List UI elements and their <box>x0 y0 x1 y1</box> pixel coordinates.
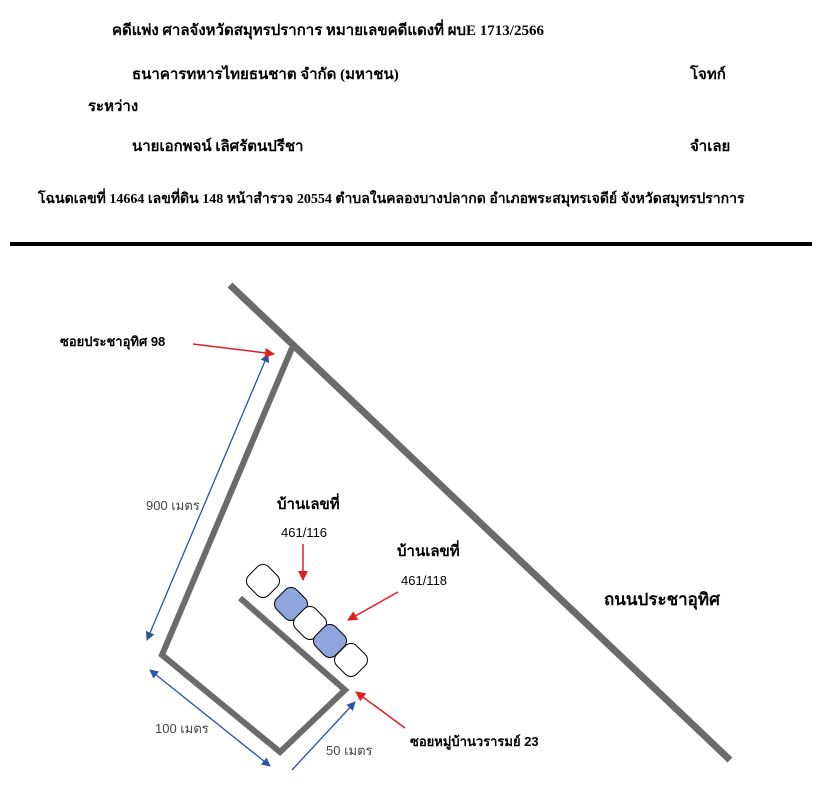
plaintiff-name: ธนาคารทหารไทยธนชาต จำกัด (มหาชน) <box>132 67 399 83</box>
between-label: ระหว่าง <box>88 99 139 115</box>
measure-100m-arrow <box>150 670 270 766</box>
house-116-title: บ้านเลขที่ <box>277 497 340 513</box>
defendant-role: จำเลย <box>690 139 731 155</box>
case-title: คดีแพ่ง ศาลจังหวัดสมุทรปราการ หมายเลขคดีแดงที่ ผบE 1713/2566 <box>112 23 544 39</box>
distance-100m-label: 100 เมตร <box>155 721 209 736</box>
deed-details: โฉนดเลขที่ 14664 เลขที่ดิน 148 หน้าสำรวจ 20554 ตำบลในคลองบางปลากด อำเภอพระสมุทรเจดีย์ จังหวัดสมุทรปราการ <box>38 192 745 207</box>
house-118-number: 461/118 <box>401 573 448 588</box>
main-road-label: ถนนประชาอุทิศ <box>604 590 720 609</box>
alley-pointer-arrow <box>356 692 405 728</box>
house-118-pointer-arrow <box>348 592 398 620</box>
distance-50m-label: 50 เมตร <box>326 743 373 758</box>
plaintiff-role: โจทก์ <box>690 67 726 83</box>
soi-pointer-arrow <box>193 344 274 354</box>
main-road-line <box>230 285 730 760</box>
house-118-title: บ้านเลขที่ <box>397 544 460 560</box>
distance-900m-label: 900 เมตร <box>146 498 200 513</box>
soi-label: ซอยประชาอุทิศ 98 <box>60 334 166 349</box>
house-plot <box>243 561 283 601</box>
measure-900m-arrow <box>147 354 268 640</box>
alley-label: ซอยหมู่บ้านวรารมย์ 23 <box>410 734 539 749</box>
defendant-name: นายเอกพจน์ เลิศรัตนปรีชา <box>132 139 304 155</box>
soi-road-line <box>162 348 345 752</box>
house-116-number: 461/116 <box>281 525 328 540</box>
